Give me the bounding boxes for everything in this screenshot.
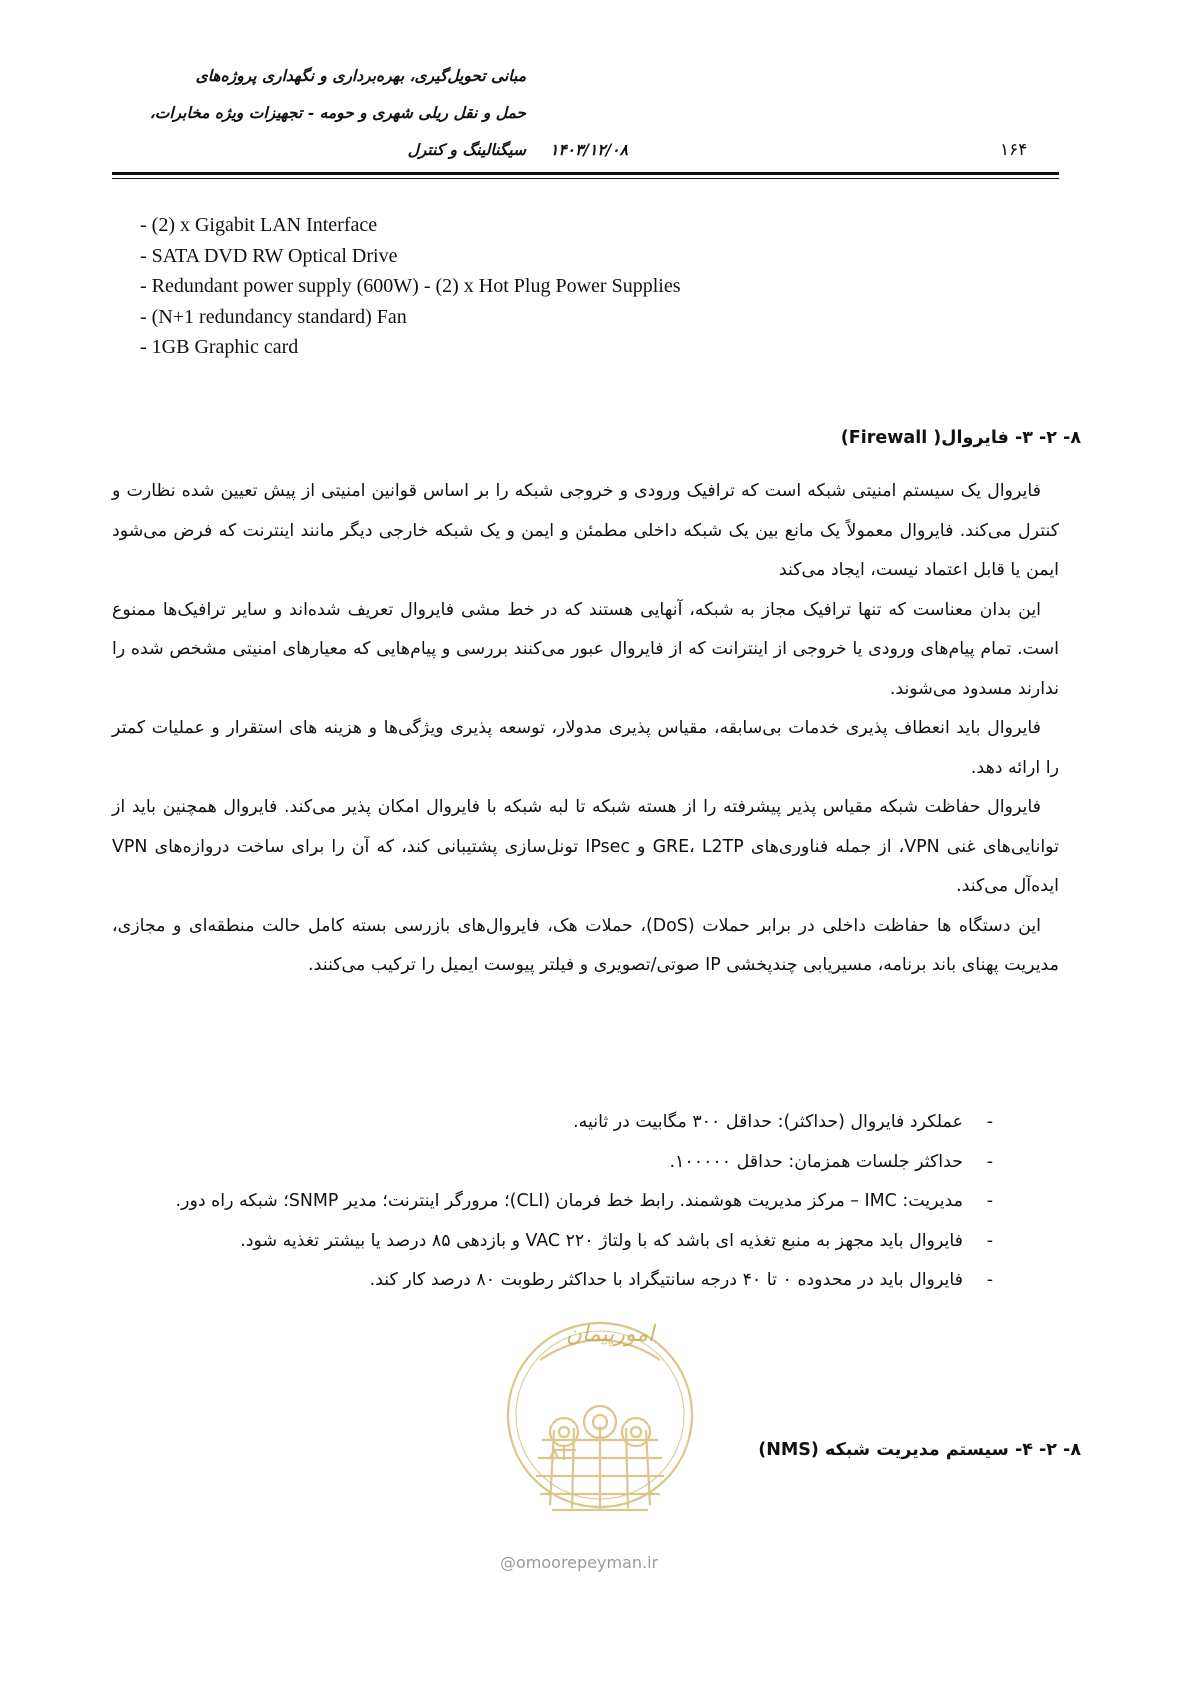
paragraph: این بدان معناست که تنها ترافیک مجاز به شبکه، آنهایی هستند که در خط مشی فایروال تعریف شده‌اند و سایر ترافیک‌ها ممنوع است. تمام پیام‌های ورودی یا خروجی از اینترانت که از فایروال عبور می‌کنند بررسی و پیام‌هایی که معیارهای امنیتی مشخص شده را ندارند مسدود می‌شوند. [112,599,1059,699]
header-date: ۱۴۰۳/۱۲/۰۸ [550,140,628,159]
bullet-dash: - [986,1151,993,1172]
at-icon: @ [500,1553,516,1572]
spec-list [140,210,681,363]
section-heading-firewall: ۸- ۲- ۳- فایروال( Firewall) [840,428,1081,448]
bullet-dash: - [986,1112,993,1132]
list-item: - SATA DVD RW Optical Drive [140,244,398,267]
bullet-dash: - [986,1230,993,1251]
header-rule-thick [112,172,1059,175]
list-item [112,1103,1059,1143]
list-item [112,1182,1059,1222]
list-item: - Redundant power supply (600W) - (2) x Hot Plug Power Supplies [140,275,681,297]
list-item-text: عملکرد فایروال (حداکثر): حداقل ۳۰۰ مگابیت در ثانیه. [573,1112,963,1132]
paragraph: فایروال یک سیستم امنیتی شبکه است که ترافیک ورودی و خروجی شبکه را بر اساس قوانین امنیتی از پیش تعیین شده نظارت و کنترل می‌کند. فایروال معمولاً یک مانع بین یک شبکه داخلی مطمئن و ایمن و یک شبکه خارجی دیگر مانند اینترنت که فرض می‌شود ایمن یا قابل اعتماد نیست، ایجاد می‌کند [112,481,1059,580]
list-item-text: حداکثر جلسات همزمان: حداقل ۱۰۰۰۰۰. [669,1151,963,1172]
paragraph: فایروال باید انعطاف پذیری خدمات بی‌سابقه، مقیاس پذیری مدولار، توسعه پذیری ویژگی‌ها و هزینه های استقرار و عملیات کمتر را ارائه دهد. [112,718,1059,778]
header-rule-thin [112,178,1059,179]
watermark-site [500,1553,658,1572]
firewall-body [112,472,1059,986]
section-heading-nms: ۸- ۲- ۴- سیستم مدیریت شبکه (NMS) [758,1440,1081,1460]
list-item-text: فایروال باید مجهز به منبع تغذیه ای باشد که با ولتاژ ۲۲۰ VAC و بازدهی ۸۵ درصد یا بیشتر تغذیه شود. [240,1230,963,1251]
paragraph: فایروال حفاظت شبکه مقیاس پذیر پیشرفته را از هسته شبکه تا لبه شبکه با فایروال امکان پذیر می‌کند. فایروال همچنین باید از توانایی‌های غنی VPN، از جمله فناوری‌های GRE، L2TP و IPsec تونل‌سازی پشتیبانی کند، که آن را برای ساخت دروازه‌های VPN ایده‌آل می‌کند. [112,797,1059,896]
page-number: ۱۶۴ [1000,140,1028,160]
firewall-spec-bullets [112,1103,1059,1301]
list-item: - (N+1 redundancy standard) Fan [140,305,407,328]
list-item-text: فایروال باید در محدوده ۰ تا ۴۰ درجه سانتیگراد با حداکثر رطوبت ۸۰ درصد کار کند. [369,1270,963,1290]
header-title-line1: مبانی تحویل‌گیری، بهره‌برداری و نگهداری پروژه‌های [195,66,526,85]
watermark-seal-text: امورپیمان [565,1322,655,1347]
list-item: - (2) x Gigabit LAN Interface [140,214,378,236]
list-item [112,1261,1059,1301]
header-title-line2: حمل و نقل ریلی شهری و حومه - تجهیزات ویژه مخابرات، [149,103,526,122]
list-item: - 1GB Graphic card [140,336,299,358]
paragraph: این دستگاه ها حفاظت داخلی در برابر حملات (DoS)، حملات هک، فایروال‌های بازرسی بسته کامل حالت منطقه‌ای و مجازی، مدیریت پهنای باند برنامه، مسیریابی چندپخشی IP صوتی/تصویری و فیلتر پیوست ایمیل را ترکیب می‌کنند. [112,915,1059,975]
watermark-site-text: omoorepeyman.ir [516,1553,659,1572]
list-item [112,1143,1059,1183]
bullet-dash: - [986,1270,993,1290]
bullet-dash: - [986,1191,993,1211]
list-item [112,1222,1059,1262]
header-title-line3: سیگنالینگ و کنترل [407,140,526,159]
list-item-text: مدیریت: IMC – مرکز مدیریت هوشمند. رابط خط فرمان (CLI)؛ مرورگر اینترنت؛ مدیر SNMP؛ شبکه راه دور. [175,1191,963,1211]
